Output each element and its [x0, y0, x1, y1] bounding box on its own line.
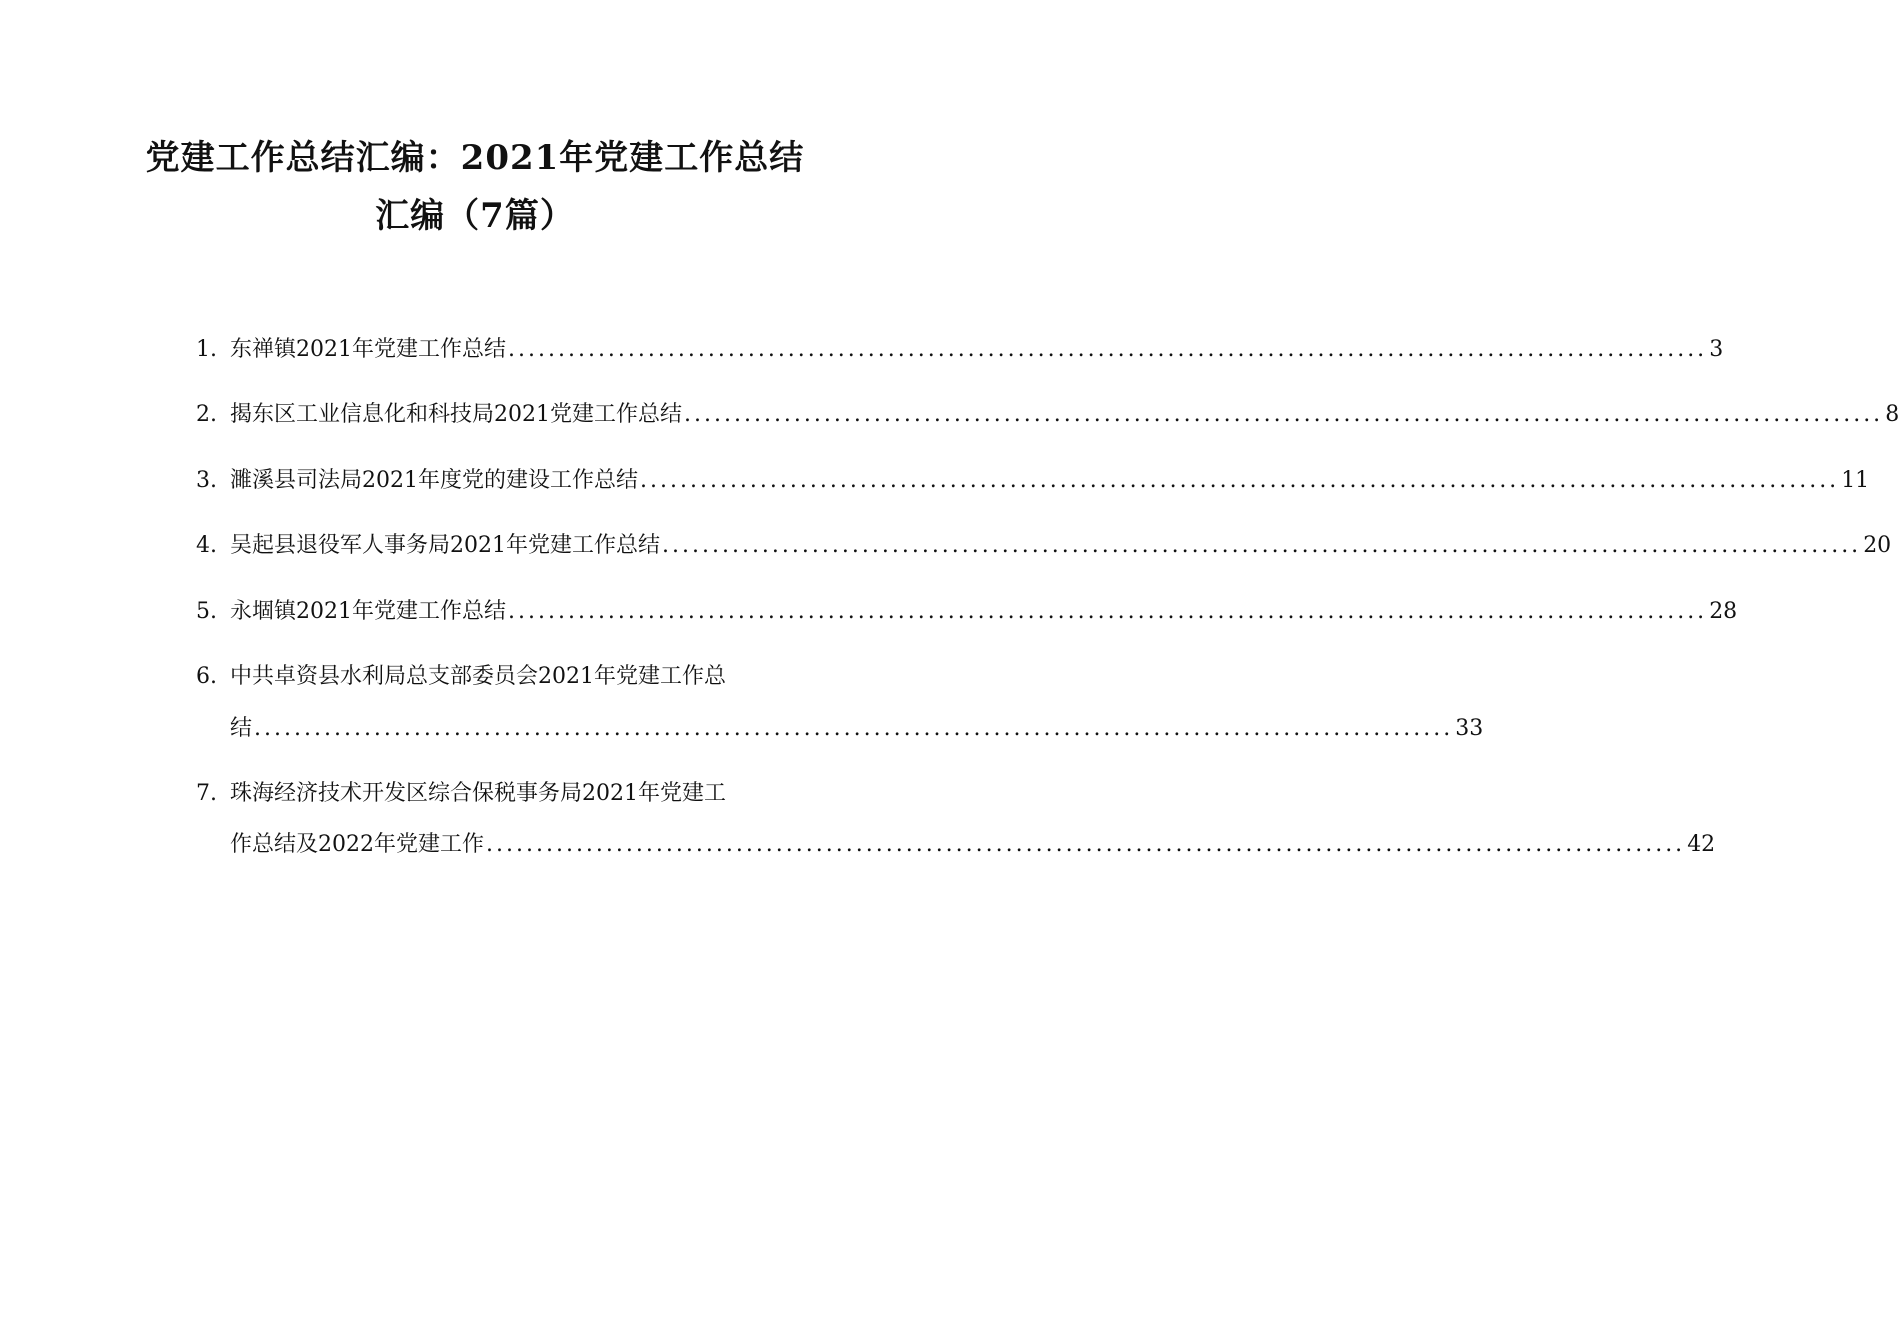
toc-entry-title: 东禅镇2021年党建工作总结	[230, 337, 506, 362]
toc-page-number: 3	[1709, 337, 1724, 362]
toc-entry-title-line-1: 中共卓资县水利局总支部委员会2021年党建工作总	[230, 664, 726, 689]
toc-entry-3[interactable]	[196, 461, 1870, 501]
toc-entry-title: 濉溪县司法局2021年度党的建设工作总结	[230, 468, 638, 493]
toc-entry-6[interactable]	[196, 657, 806, 697]
toc-entry-title-line-2: 结	[230, 716, 253, 741]
toc-page-number: 42	[1687, 832, 1716, 857]
toc-dot-leader: ........................................................................................................................	[640, 468, 1840, 493]
toc-entry-number: 7.	[196, 781, 217, 806]
toc-dot-leader: ........................................................................................................................	[254, 716, 1454, 741]
toc-entry-title: 永堌镇2021年党建工作总结	[230, 599, 506, 624]
document-title-line-2: 汇编（7篇）	[375, 196, 575, 236]
toc-entry-number: 5.	[196, 599, 217, 624]
toc-entry-1[interactable]	[196, 330, 1724, 370]
toc-entry-title-line-1: 珠海经济技术开发区综合保税事务局2021年党建工	[230, 781, 726, 806]
toc-entry-7[interactable]	[196, 774, 806, 814]
toc-page-number: 33	[1455, 716, 1484, 741]
toc-entry-6-continued[interactable]	[196, 709, 1484, 749]
toc-dot-leader: ........................................................................................................................	[508, 599, 1708, 624]
toc-dot-leader: ........................................................................................................................	[684, 402, 1884, 427]
toc-page-number: 20	[1863, 533, 1892, 558]
toc-entry-number: 4.	[196, 533, 217, 558]
toc-entry-title-line-2: 作总结及2022年党建工作	[230, 832, 484, 857]
toc-entry-number: 3.	[196, 468, 217, 493]
toc-entry-number: 1.	[196, 337, 217, 362]
toc-entry-number: 6.	[196, 664, 217, 689]
toc-dot-leader: ........................................................................................................................	[486, 832, 1686, 857]
toc-entry-2[interactable]	[196, 395, 1899, 435]
toc-dot-leader: ........................................................................................................................	[662, 533, 1862, 558]
toc-page-number: 28	[1709, 599, 1738, 624]
toc-entry-5[interactable]	[196, 592, 1738, 632]
toc-page-number: 8	[1885, 402, 1899, 427]
toc-entry-7-continued[interactable]	[196, 825, 1716, 865]
toc-entry-4[interactable]	[196, 526, 1892, 566]
toc-page-number: 11	[1841, 468, 1870, 493]
toc-dot-leader: ........................................................................................................................	[508, 337, 1708, 362]
document-title-line-1: 党建工作总结汇编：2021年党建工作总结	[145, 138, 805, 178]
toc-entry-number: 2.	[196, 402, 217, 427]
toc-entry-title: 揭东区工业信息化和科技局2021党建工作总结	[230, 402, 682, 427]
toc-entry-title: 吴起县退役军人事务局2021年党建工作总结	[230, 533, 660, 558]
